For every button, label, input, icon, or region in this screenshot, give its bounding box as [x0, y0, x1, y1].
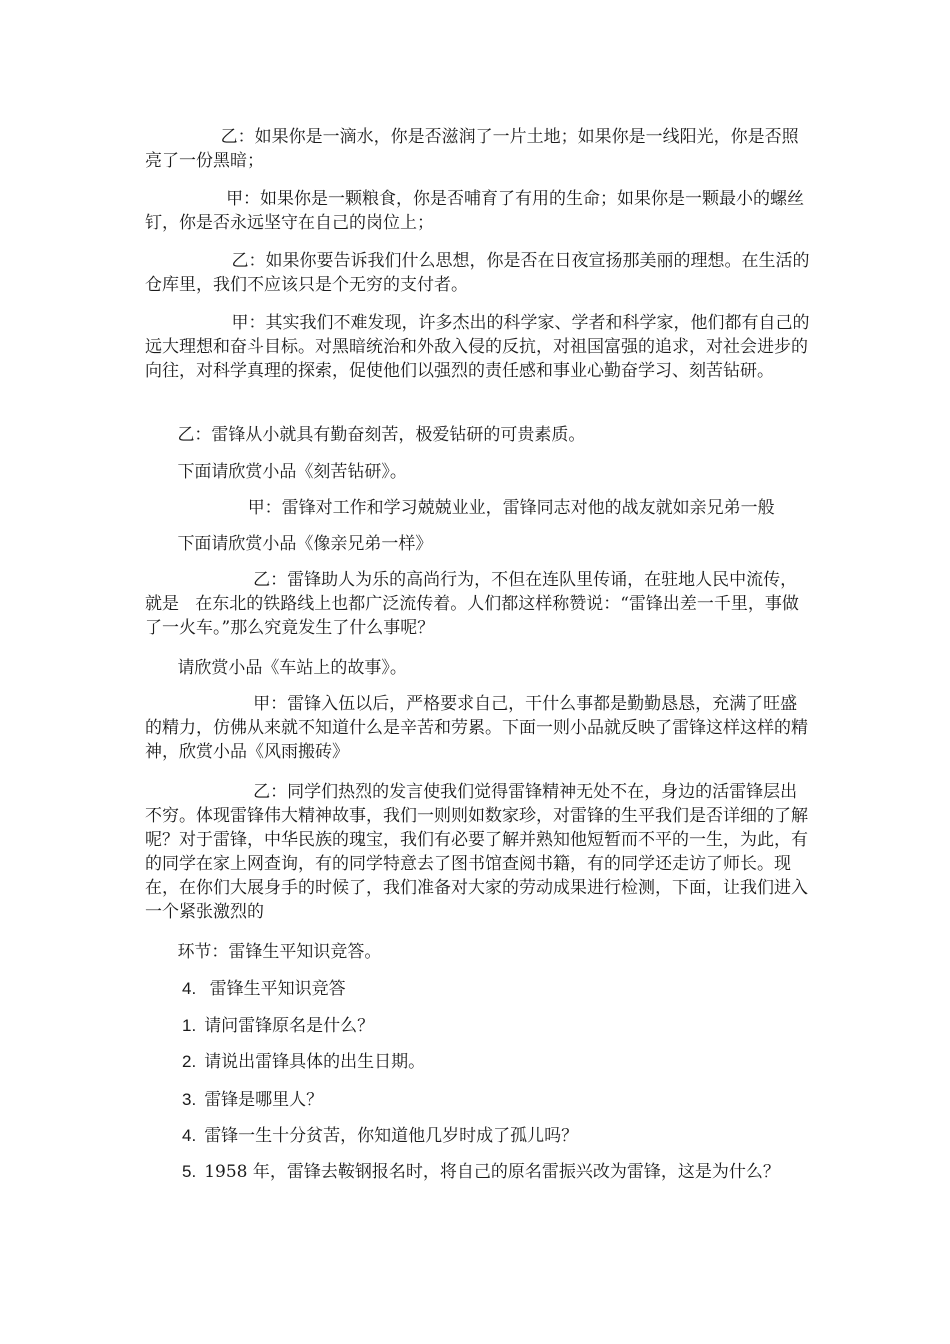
- question-text: 请问雷锋原名是什么？: [204, 1016, 375, 1036]
- quiz-question: [182, 1124, 842, 1148]
- dialogue-paragraph: 下面请欣赏小品《刻苦钻研》。: [145, 462, 407, 482]
- question-text: 雷锋是哪里人？: [204, 1090, 324, 1110]
- question-number: 5.: [182, 1162, 197, 1181]
- dialogue-paragraph: 乙：如果你要告诉我们什么思想，你是否在日夜宣扬那美丽的理想。在生活的仓库里，我们不应该只是个无穷的支付者。: [145, 251, 810, 295]
- question-text: 1958 年，雷锋去鞍钢报名时，将自己的原名雷振兴改为雷锋，这是为什么？: [204, 1162, 780, 1182]
- question-text: 请说出雷锋具体的出生日期。: [204, 1052, 426, 1072]
- question-number: 1.: [182, 1016, 197, 1035]
- dialogue-paragraph: 甲：雷锋对工作和学习兢兢业业，雷锋同志对他的战友就如亲兄弟一般: [145, 498, 775, 518]
- dialogue-paragraph: 下面请欣赏小品《像亲兄弟一样》: [145, 534, 433, 554]
- dialogue-paragraph: 甲：其实我们不难发现，许多杰出的科学家、学者和科学家，他们都有自己的远大理想和奋斗目标。对黑暗统治和外敌入侵的反抗，对祖国富强的追求，对社会进步的向往，对科学真理的探索，促使他们以强烈的责任感和事业心勤奋学习、刻苦钻研。: [145, 313, 810, 381]
- question-number: 3.: [182, 1090, 197, 1109]
- dialogue-paragraph: 乙：同学们热烈的发言使我们觉得雷锋精神无处不在，身边的活雷锋层出不穷。体现雷锋伟大精神故事，我们一则则如数家珍，对雷锋的生平我们是否详细的了解呢？对于雷锋，中华民族的瑰宝，我们有必要了解并熟知他短暂而不平的一生，为此，有的同学在家上网查询，有的同学特意去了图书馆查阅书籍，有的同学还走访了师长。现在，在你们大展身手的时候了，我们准备对大家的劳动成果进行检测，下面，让我们进入一个紧张激烈的: [145, 782, 808, 922]
- quiz-question: [182, 1160, 842, 1184]
- section-number: 4.: [182, 979, 197, 998]
- dialogue-paragraph: 乙：雷锋助人为乐的高尚行为，不但在连队里传诵，在驻地人民中流传，就是 在东北的铁路线上也都广泛流传着。人们都这样称赞说：“雷锋出差一千里，事做了一火车。”那么究竟发生了什么事呢？: [145, 570, 799, 638]
- section-title: 雷锋生平知识竞答: [209, 979, 346, 999]
- dialogue-paragraph: 环节：雷锋生平知识竞答。: [145, 942, 382, 962]
- question-number: 4.: [182, 1126, 197, 1145]
- quiz-question: [182, 1050, 842, 1074]
- section-heading: [182, 977, 842, 1001]
- dialogue-paragraph: 乙：如果你是一滴水，你是否滋润了一片土地；如果你是一线阳光，你是否照亮了一份黑暗；: [145, 127, 799, 171]
- quiz-question: [182, 1014, 842, 1038]
- dialogue-paragraph: 乙：雷锋从小就具有勤奋刻苦，极爱钻研的可贵素质。: [145, 425, 586, 445]
- quiz-question: [182, 1088, 842, 1112]
- dialogue-paragraph: 甲：如果你是一颗粮食，你是否哺育了有用的生命；如果你是一颗最小的螺丝钉，你是否永远坚守在自己的岗位上；: [145, 189, 805, 233]
- question-number: 2.: [182, 1052, 197, 1071]
- dialogue-paragraph: 请欣赏小品《车站上的故事》。: [145, 658, 407, 678]
- question-text: 雷锋一生十分贫苦，你知道他几岁时成了孤儿吗？: [204, 1126, 579, 1146]
- dialogue-paragraph: 甲：雷锋入伍以后，严格要求自己，干什么事都是勤勤恳恳，充满了旺盛的精力，仿佛从来就不知道什么是辛苦和劳累。下面一则小品就反映了雷锋这样这样的精神，欣赏小品《风雨搬砖》: [145, 694, 808, 762]
